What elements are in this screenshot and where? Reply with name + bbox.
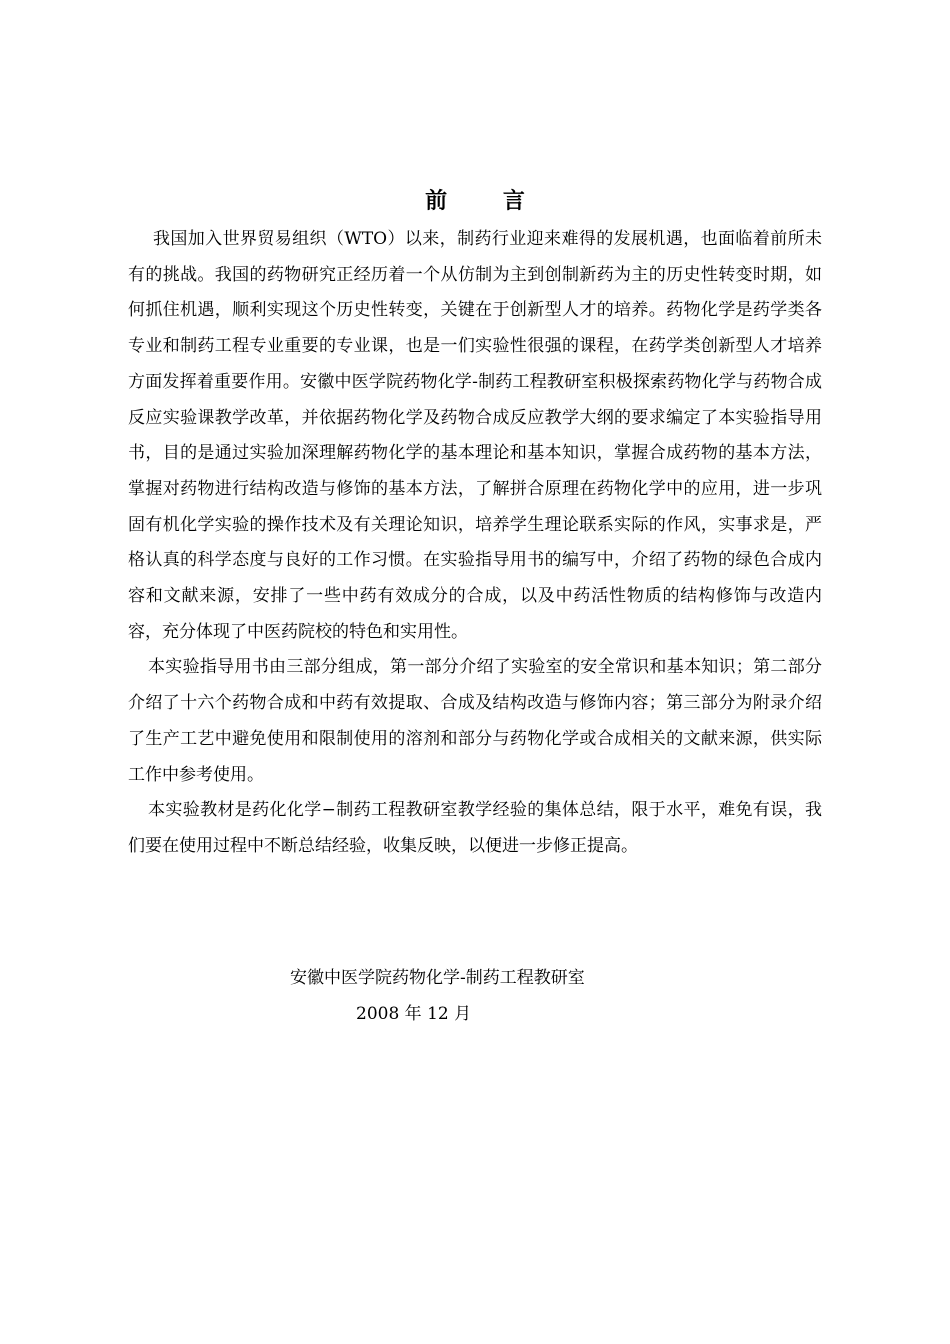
page-title: 前 言 xyxy=(425,188,549,214)
author-signature: 安徽中医学院药物化学-制药工程教研室 xyxy=(290,968,585,988)
paragraph-2: 本实验指导用书由三部分组成，第一部分介绍了实验室的安全常识和基本知识；第二部分介绍了十六个药物合成和中药有效提取、合成及结构改造与修饰内容；第三部分为附录介绍了生产工艺中避免使用和限制使用的溶剂和部分与药物化学或合成相关的文献来源，供实际工作中参考使用。 xyxy=(128,657,822,785)
paragraph-1: 我国加入世界贸易组织（WTO）以来，制药行业迎来难得的发展机遇，也面临着前所未有的挑战。我国的药物研究正经历着一个从仿制为主到创制新药为主的历史性转变时期，如何抓住机遇，顺利实现这个历史性转变，关键在于创新型人才的培养。药物化学是药学类各专业和制药工程专业重要的专业课，也是一们实验性很强的课程，在药学类创新型人才培养方面发挥着重要作用。安徽中医学院药物化学-制药工程教研室积极探索药物化学与药物合成反应实验课教学改革，并依据药物化学及药物合成反应教学大纲的要求编定了本实验指导用书，目的是通过实验加深理解药物化学的基本理论和基本知识，掌握合成药物的基本方法，掌握对药物进行结构改造与修饰的基本方法，了解拼合原理在药物化学中的应用，进一步巩固有机化学实验的操作技术及有关理论知识，培养学生理论联系实际的作风，实事求是，严格认真的科学态度与良好的工作习惯。在实验指导用书的编写中，介绍了药物的绿色合成内容和文献来源，安排了一些中药有效成分的合成，以及中药活性物质的结构修饰与改造内容，充分体现了中医药院校的特色和实用性。 xyxy=(128,229,822,642)
paragraph-3: 本实验教材是药化化学−制药工程教研室教学经验的集体总结，限于水平，难免有误，我们要在使用过程中不断总结经验，收集反映，以便进一步修正提高。 xyxy=(128,800,822,856)
preface-body xyxy=(128,222,822,865)
publication-date: 2008 年 12 月 xyxy=(356,1004,472,1024)
